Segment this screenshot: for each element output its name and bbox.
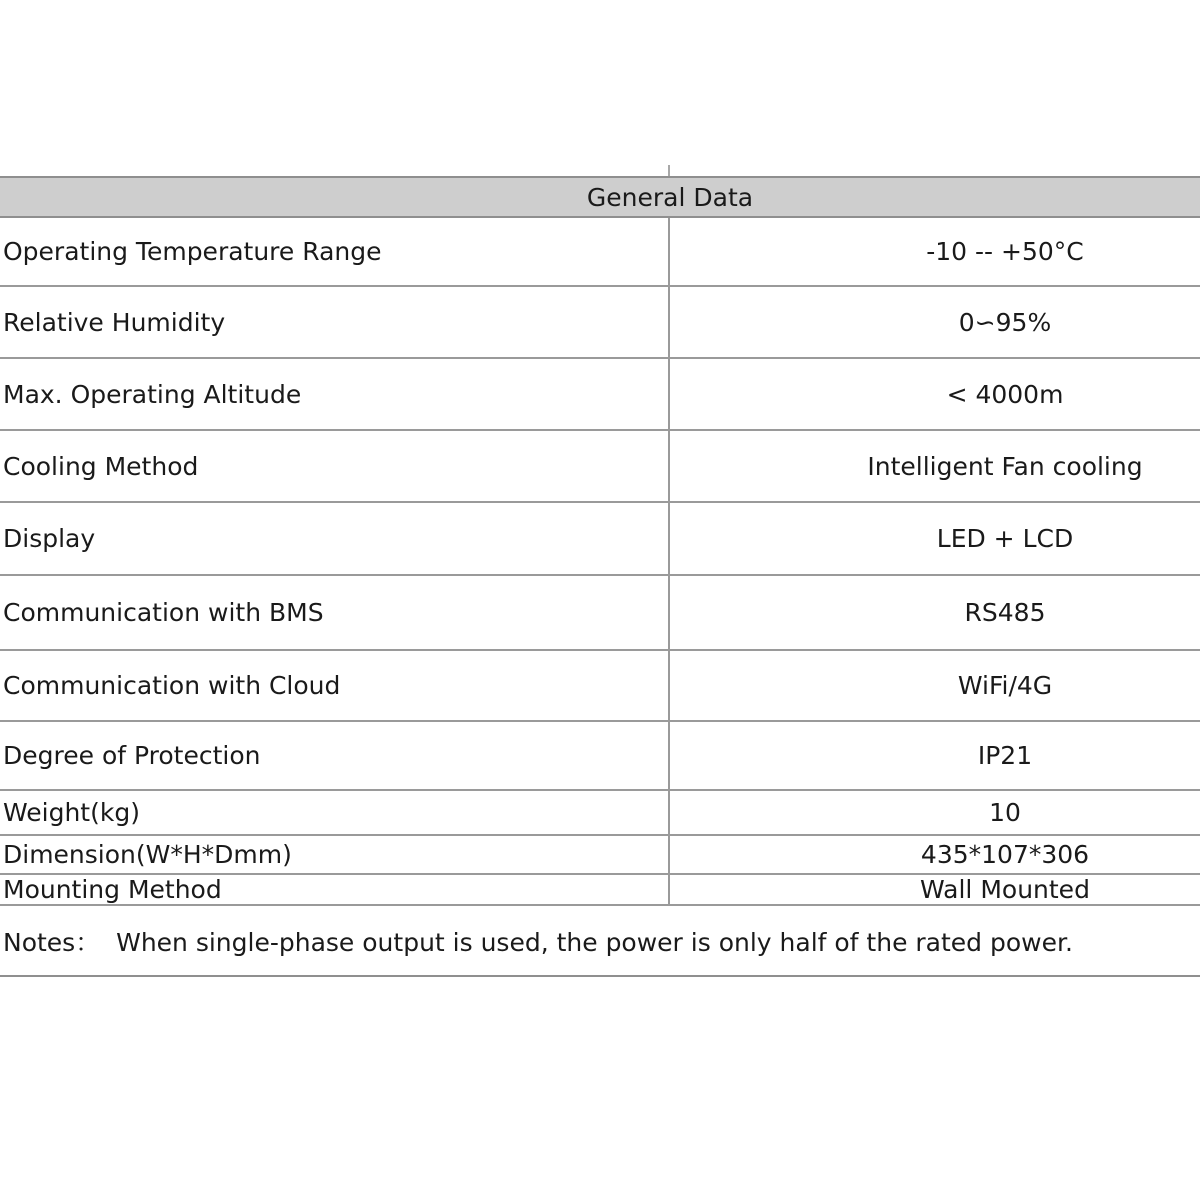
spec-value: IP21 [977, 741, 1033, 770]
spec-value: WiFi/4G [957, 671, 1053, 700]
spec-value: Wall Mounted [920, 875, 1090, 904]
spec-value: RS485 [964, 598, 1046, 627]
table-row [0, 791, 1200, 836]
spec-value: LED + LCD [936, 524, 1074, 553]
spec-label: Relative Humidity [0, 287, 670, 357]
spec-label: Communication with BMS [0, 576, 670, 649]
spec-label: Weight(kg) [0, 791, 670, 834]
spec-value: 0∽95% [958, 307, 1052, 337]
notes-row [0, 906, 1200, 977]
column-divider-tick [668, 165, 670, 176]
table-row [0, 431, 1200, 503]
spec-value: Intelligent Fan cooling [867, 451, 1143, 481]
spec-label: Max. Operating Altitude [0, 359, 670, 429]
table-header [0, 178, 1200, 218]
spec-value: -10 -- +50°C [926, 237, 1084, 266]
table-row [0, 651, 1200, 722]
spec-label: Degree of Protection [0, 722, 670, 789]
general-data-table [0, 176, 1200, 977]
spec-value: 10 [989, 798, 1021, 827]
spec-label: Display [0, 503, 670, 574]
table-title: General Data [586, 182, 754, 212]
spec-value: < 4000m [946, 379, 1064, 409]
table-row [0, 875, 1200, 906]
spec-value: 435*107*306 [920, 840, 1090, 869]
spec-label: Cooling Method [0, 431, 670, 501]
table-row [0, 359, 1200, 431]
table-row [0, 218, 1200, 287]
notes-text: Notes： When single-phase output is used, the power is only half of the rated power. [3, 927, 1073, 957]
spec-label: Mounting Method [0, 875, 670, 904]
table-row [0, 287, 1200, 359]
spec-label: Operating Temperature Range [0, 218, 670, 285]
table-row [0, 576, 1200, 651]
spec-label: Communication with Cloud [0, 651, 670, 720]
spec-label: Dimension(W*H*Dmm) [0, 836, 670, 873]
table-row [0, 722, 1200, 791]
table-row [0, 836, 1200, 875]
table-row [0, 503, 1200, 576]
